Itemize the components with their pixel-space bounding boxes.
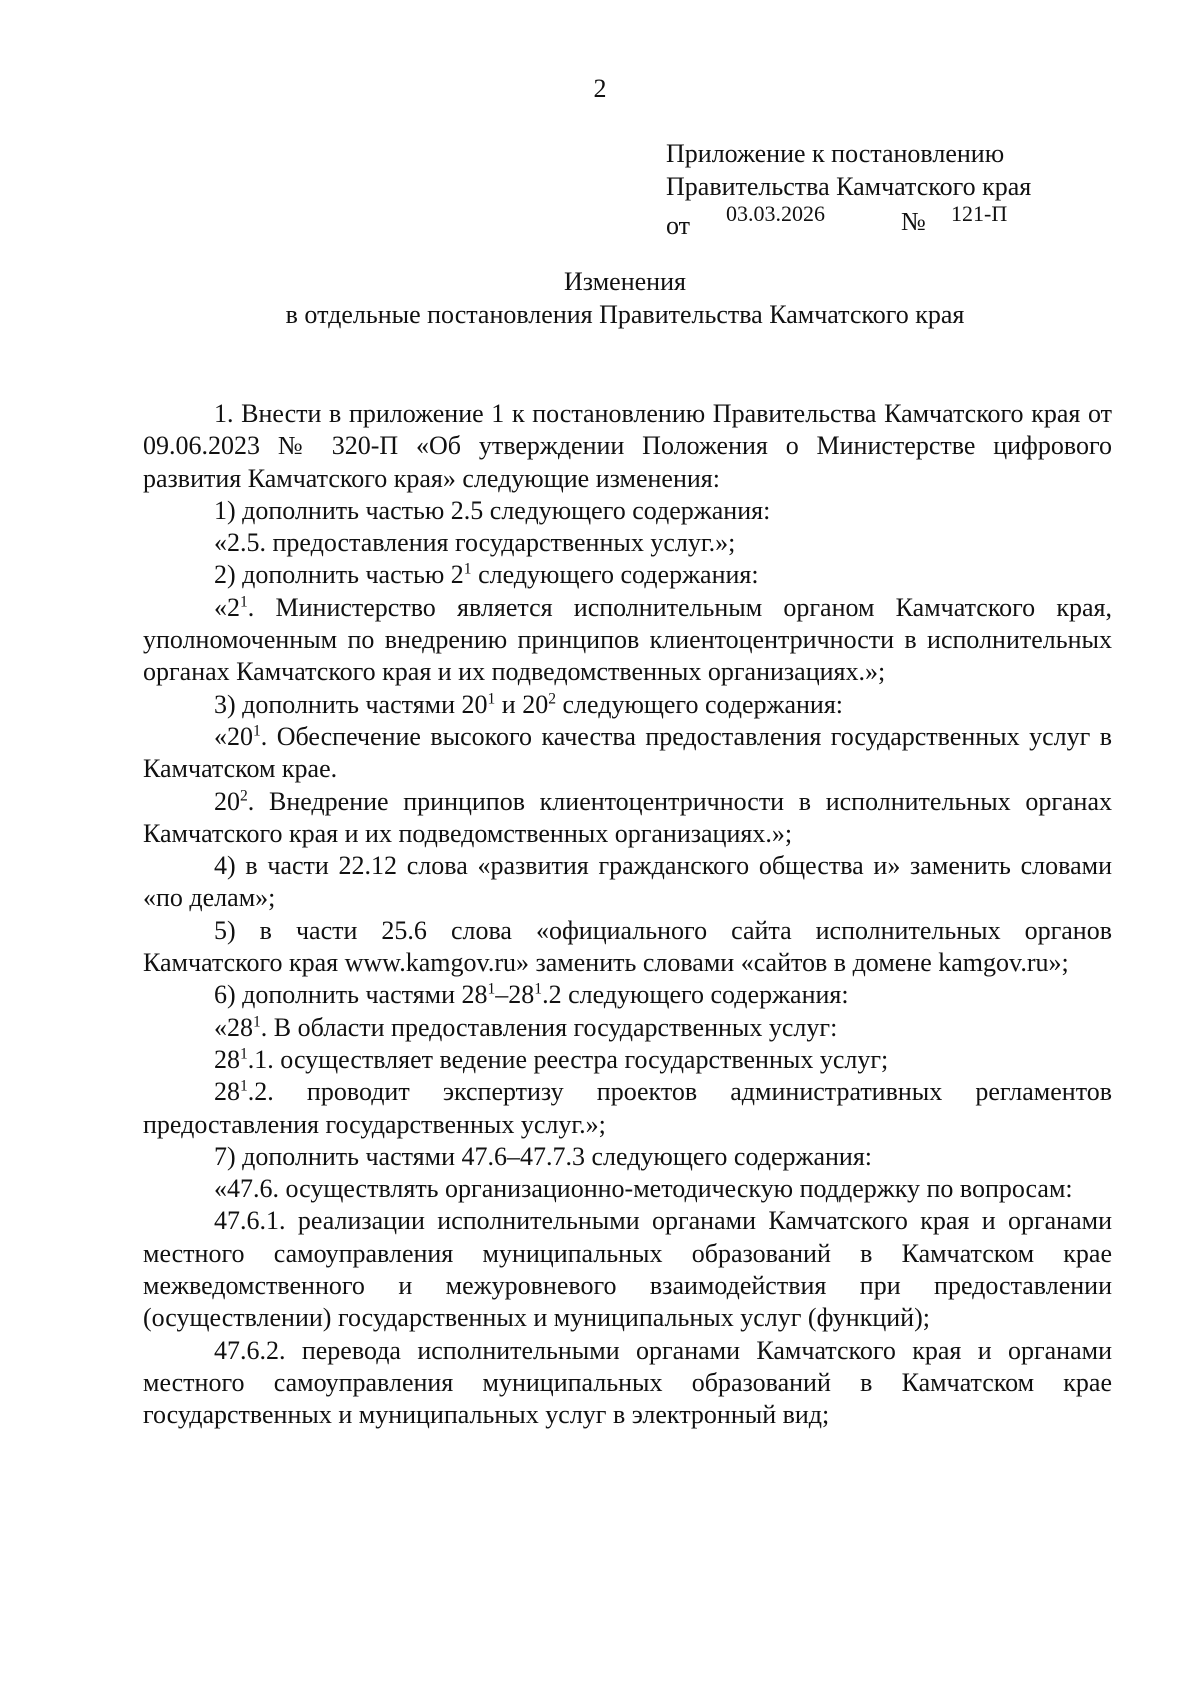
paragraph: «2.5. предоставления государственных услуг.»;	[214, 528, 736, 558]
appendix-date-number-line	[666, 201, 1031, 240]
superscript-index: 1	[487, 980, 496, 998]
superscript-index: 1	[463, 560, 472, 578]
from-label: от	[666, 211, 691, 240]
paragraph: $28^1.1$. осуществляет ведение реестра государственных услуг;	[214, 1044, 889, 1074]
appendix-line-1: Приложение к постановлению	[666, 139, 1005, 168]
number-label: №	[901, 207, 926, 236]
paragraph: 1) дополнить частью 2.5 следующего содержания:	[214, 495, 771, 525]
paragraph: «$28^1$. В области предоставления государственных услуг:	[214, 1012, 838, 1042]
paragraph: $20^2$. Внедрение принципов клиентоцентричности в исполнительных органах Камчатского края и их подведомственных организациях.»;	[143, 786, 1112, 848]
document-body	[143, 398, 1112, 1432]
paragraph: 2) дополнить частью $2^1$ следующего содержания:	[214, 560, 759, 590]
paragraph: 47.6.1. реализации исполнительными органами Камчатского края и органами местного самоуправления муниципальных образований в Камчатском крае межведомственного и межуровневого взаимодействия при предоставлении (осуществлении) государственных и муниципальных услуг (функций);	[143, 1206, 1112, 1333]
resolution-number: 121-П	[951, 201, 1008, 226]
superscript-index: 1	[253, 722, 261, 740]
page-number: 2	[593, 74, 607, 103]
superscript-index: 1	[487, 690, 496, 708]
paragraph: 4) в части 22.12 слова «развития гражданского общества и» заменить словами «по делам»;	[143, 851, 1112, 913]
paragraph: 3) дополнить частями $20^1$ и $20^2$ следующего содержания:	[214, 689, 844, 719]
superscript-index: 2	[240, 786, 248, 804]
paragraph: 6) дополнить частями $28^1-28^1.2$ следующего содержания:	[214, 980, 849, 1010]
paragraph: 7) дополнить частями 47.6–47.7.3 следующего содержания:	[214, 1141, 872, 1171]
paragraph: 5) в части 25.6 слова «официального сайта исполнительных органов Камчатского края www.kamgov.ru» заменить словами «сайтов в домене kamgov.ru»;	[143, 915, 1112, 978]
paragraph: 47.6.2. перевода исполнительными органами Камчатского края и органами местного самоуправления муниципальных образований в Камчатском крае государственных и муниципальных услуг в электронный вид;	[143, 1335, 1112, 1430]
paragraph: $28^1.2$. проводит экспертизу проектов административных регламентов предоставления государственных услуг.»;	[143, 1077, 1112, 1139]
resolution-date: 03.03.2026	[726, 201, 825, 226]
appendix-header	[666, 137, 1032, 240]
superscript-index: 1	[240, 1045, 248, 1063]
paragraph: «47.6. осуществлять организационно-методическую поддержку по вопросам:	[214, 1174, 1073, 1204]
paragraph: «$2^1$. Министерство является исполнительным органом Камчатского края, уполномоченным по внедрению принципов клиентоцентричности в исполнительных органах Камчатского края и их подведомственных организациях.»;	[143, 592, 1112, 687]
superscript-index: 1	[240, 1077, 248, 1095]
appendix-line-2: Правительства Камчатского края	[666, 172, 1032, 201]
superscript-index: 1	[240, 593, 248, 611]
title-line-1: Изменения	[564, 267, 686, 296]
superscript-index: 1	[253, 1012, 261, 1030]
paragraph: «$20^1$. Обеспечение высокого качества предоставления государственных услуг в Камчатском крае.	[143, 721, 1112, 784]
superscript-index: 1	[534, 980, 543, 998]
superscript-index: 2	[548, 690, 556, 708]
document-title	[0, 265, 1200, 331]
title-line-2: в отдельные постановления Правительства Камчатского края	[285, 300, 965, 329]
paragraph: 1. Внести в приложение 1 к постановлению Правительства Камчатского края от 09.06.2023 № 320-П «Об утверждении Положения о Министерстве цифрового развития Камчатского края» следующие изменения:	[143, 399, 1112, 493]
